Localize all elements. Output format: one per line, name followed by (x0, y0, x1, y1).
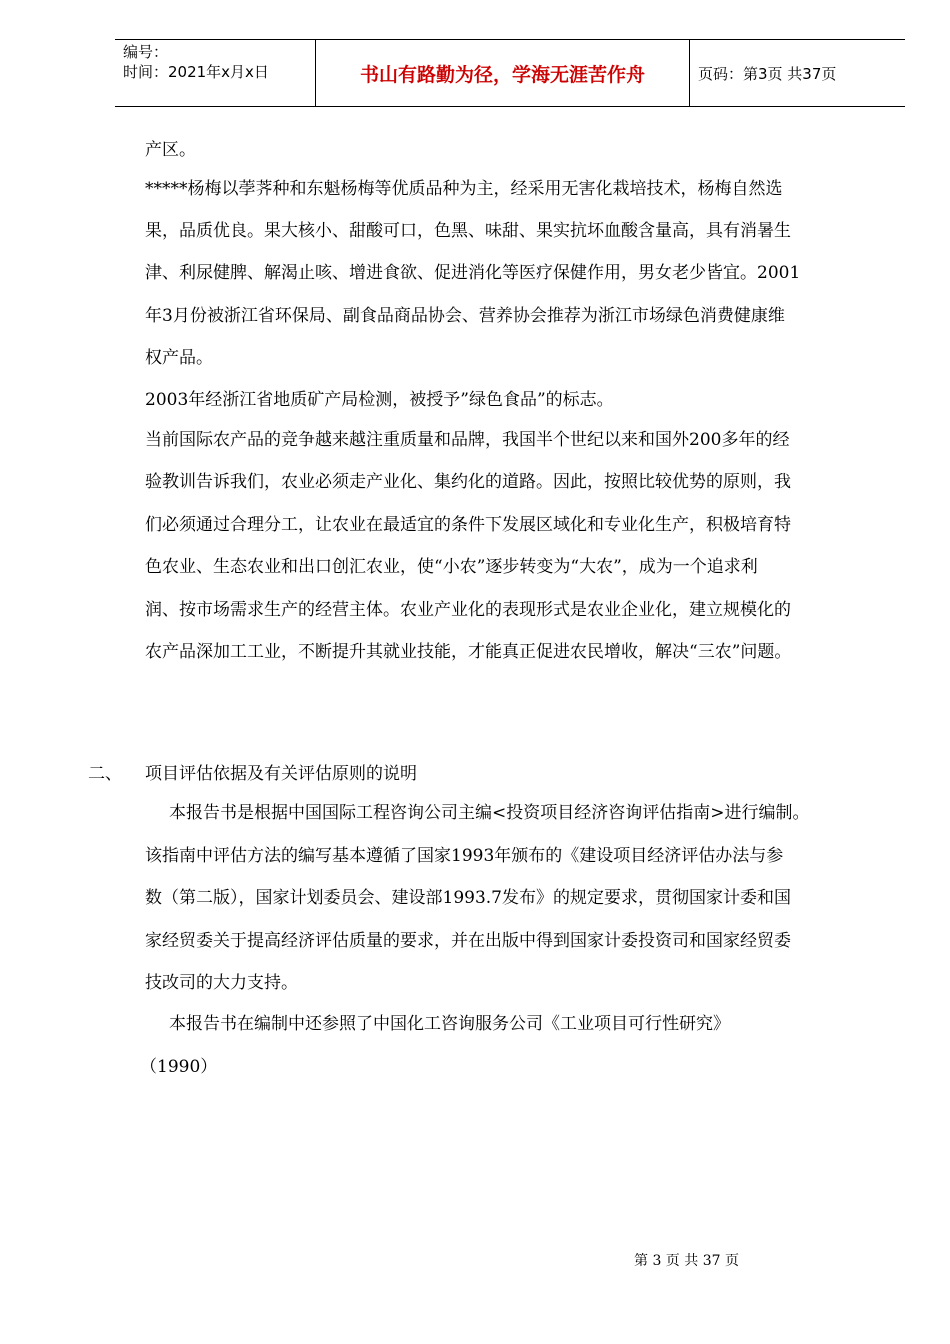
text-line: *****杨梅以荸荠种和东魁杨梅等优质品种为主，经采用无害化栽培技术，杨梅自然选 (145, 179, 783, 199)
text-line: 本报告书在编制中还参照了中国化工咨询服务公司《工业项目可行性研究》 (169, 1014, 730, 1034)
text-line: 技改司的大力支持。 (145, 973, 298, 993)
text-line: 数（第二版），国家计划委员会、建设部1993.7发布》的规定要求，贯彻国家计委和国 (145, 888, 791, 908)
time-label: 时间：2021年x月x日 (123, 63, 269, 81)
text-line: 当前国际农产品的竞争越来越注重质量和品牌，我国半个世纪以来和国外200多年的经 (145, 430, 790, 450)
text-line: 色农业、生态农业和出口创汇农业，使“小农”逐步转变为“大农”，成为一个追求利 (145, 557, 758, 577)
text-line: 农产品深加工工业，不断提升其就业技能，才能真正促进农民增收，解决“三农”问题。 (145, 642, 792, 662)
text-line: 验教训告诉我们，农业必须走产业化、集约化的道路。因此，按照比较优势的原则，我 (145, 472, 791, 492)
section-title: 项目评估依据及有关评估原则的说明 (145, 764, 417, 784)
number-label: 编号： (123, 43, 169, 61)
text-line: 家经贸委关于提高经济评估质量的要求，并在出版中得到国家计委投资司和国家经贸委 (145, 931, 791, 951)
page-footer: 第 3 页 共 37 页 (634, 1253, 739, 1269)
text-line: 该指南中评估方法的编写基本遵循了国家1993年颁布的《建设项目经济评估办法与参 (145, 846, 784, 866)
header-page-label: 页码：第3页 共37页 (698, 64, 837, 83)
text-line: 2003年经浙江省地质矿产局检测，被授予”绿色食品”的标志。 (145, 390, 614, 410)
text-line: 津、利尿健脾、解渴止咳、增进食欲、促进消化等医疗保健作用，男女老少皆宜。2001 (145, 263, 801, 283)
text-line: 年3月份被浙江省环保局、副食品商品协会、营养协会推荐为浙江市场绿色消费健康维 (145, 306, 785, 326)
header-meta (115, 40, 316, 106)
text-line: （1990） (140, 1057, 218, 1077)
text-line: 权产品。 (145, 348, 213, 368)
text-line: 润、按市场需求生产的经营主体。农业产业化的表现形式是农业企业化，建立规模化的 (145, 600, 791, 620)
text-line: 果，品质优良。果大核小、甜酸可口，色黑、味甜、果实抗坏血酸含量高，具有消暑生 (145, 221, 791, 241)
text-line: 本报告书是根据中国国际工程咨询公司主编<投资项目经济咨询评估指南>进行编制。 (169, 803, 810, 823)
text-line: 产区。 (145, 140, 196, 160)
text-line: 们必须通过合理分工，让农业在最适宜的条件下发展区域化和专业化生产，积极培育特 (145, 515, 791, 535)
section-number: 二、 (88, 764, 122, 784)
page-header (115, 39, 905, 107)
header-motto: 书山有路勤为径，学海无涯苦作舟 (316, 40, 690, 106)
